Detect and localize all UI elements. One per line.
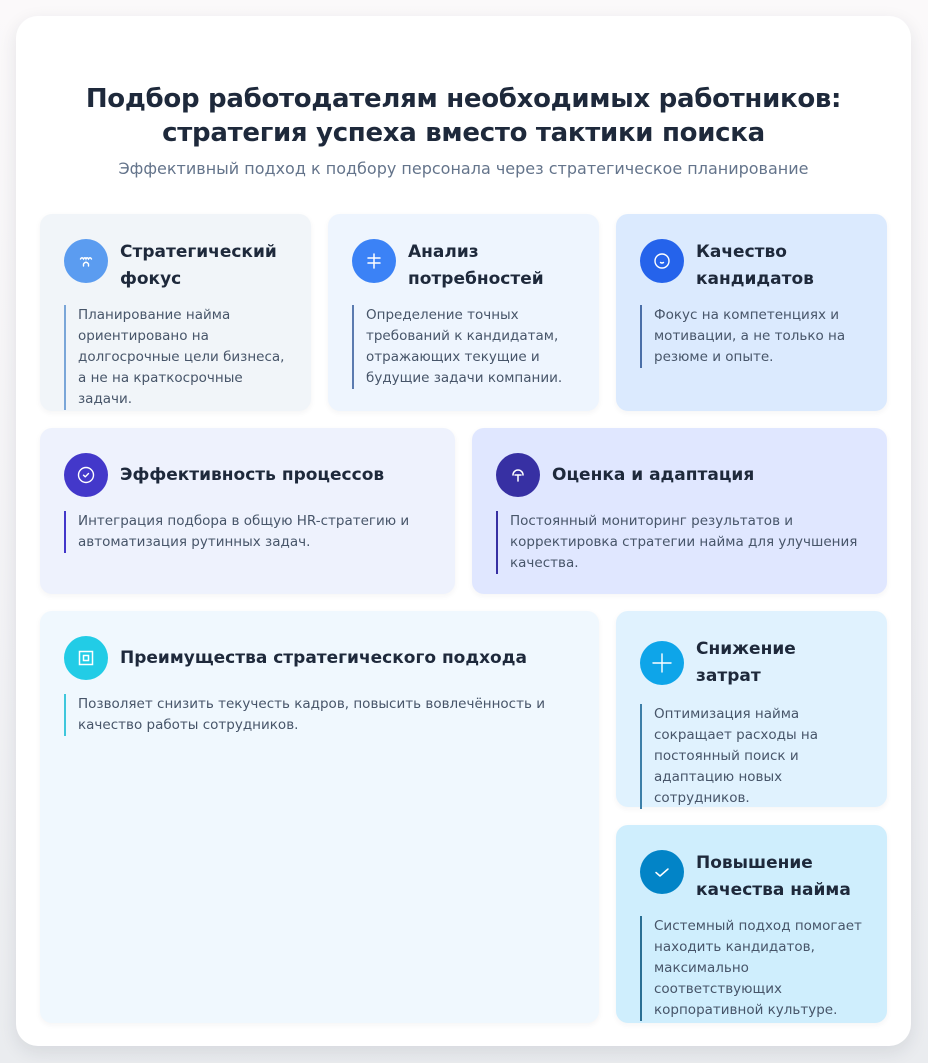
quality-icon (640, 239, 684, 283)
card-process-efficiency (40, 428, 455, 594)
analysis-icon (352, 239, 396, 283)
card-cost-reduction (616, 611, 887, 807)
card-title: Эффективность процессов (120, 464, 385, 485)
card-description: Определение точных требований к кандидатам, отражающих текущие и будущие задачи компании. (352, 305, 575, 389)
card-title: Преимущества стратегического подхода (120, 647, 527, 668)
card-candidate-quality (616, 214, 887, 411)
check-circle-icon (64, 453, 108, 497)
page-title: Подбор работодателям необходимых работников: стратегия успеха вместо тактики поиска (85, 84, 842, 148)
target-face-icon (64, 239, 108, 283)
square-target-icon (64, 636, 108, 680)
card-description: Интеграция подбора в общую HR-стратегию и автоматизация рутинных задач. (64, 511, 431, 553)
card-title: Снижение затрат (696, 639, 796, 686)
card-description: Фокус на компетенциях и мотивации, а не только на резюме и опыте. (640, 305, 863, 368)
plus-icon (640, 641, 684, 685)
card-title: Анализ потребностей (408, 242, 544, 289)
checkmark-icon (640, 850, 684, 894)
card-evaluation-adaptation (472, 428, 887, 594)
card-title: Повышение качества найма (696, 853, 851, 900)
card-title: Качество кандидатов (696, 242, 814, 289)
card-description: Системный подход помогает находить кандидатов, максимально соответствующих корпоративной культуре. (640, 916, 863, 1021)
card-needs-analysis (328, 214, 599, 411)
card-title: Оценка и адаптация (552, 464, 755, 485)
page-subtitle: Эффективный подход к подбору персонала через стратегическое планирование (118, 159, 809, 178)
card-description: Позволяет снизить текучесть кадров, повысить вовлечённость и качество работы сотрудников. (64, 694, 575, 736)
card-description: Оптимизация найма сокращает расходы на постоянный поиск и адаптацию новых сотрудников. (640, 704, 863, 809)
card-hiring-quality (616, 825, 887, 1023)
card-strategic-focus (40, 214, 311, 411)
card-strategic-benefits (40, 611, 599, 1023)
card-title: Стратегический фокус (120, 242, 277, 289)
card-description: Постоянный мониторинг результатов и корректировка стратегии найма для улучшения качества. (496, 511, 863, 574)
evaluation-icon (496, 453, 540, 497)
card-description: Планирование найма ориентировано на долгосрочные цели бизнеса, а не на краткосрочные задачи. (64, 305, 287, 410)
